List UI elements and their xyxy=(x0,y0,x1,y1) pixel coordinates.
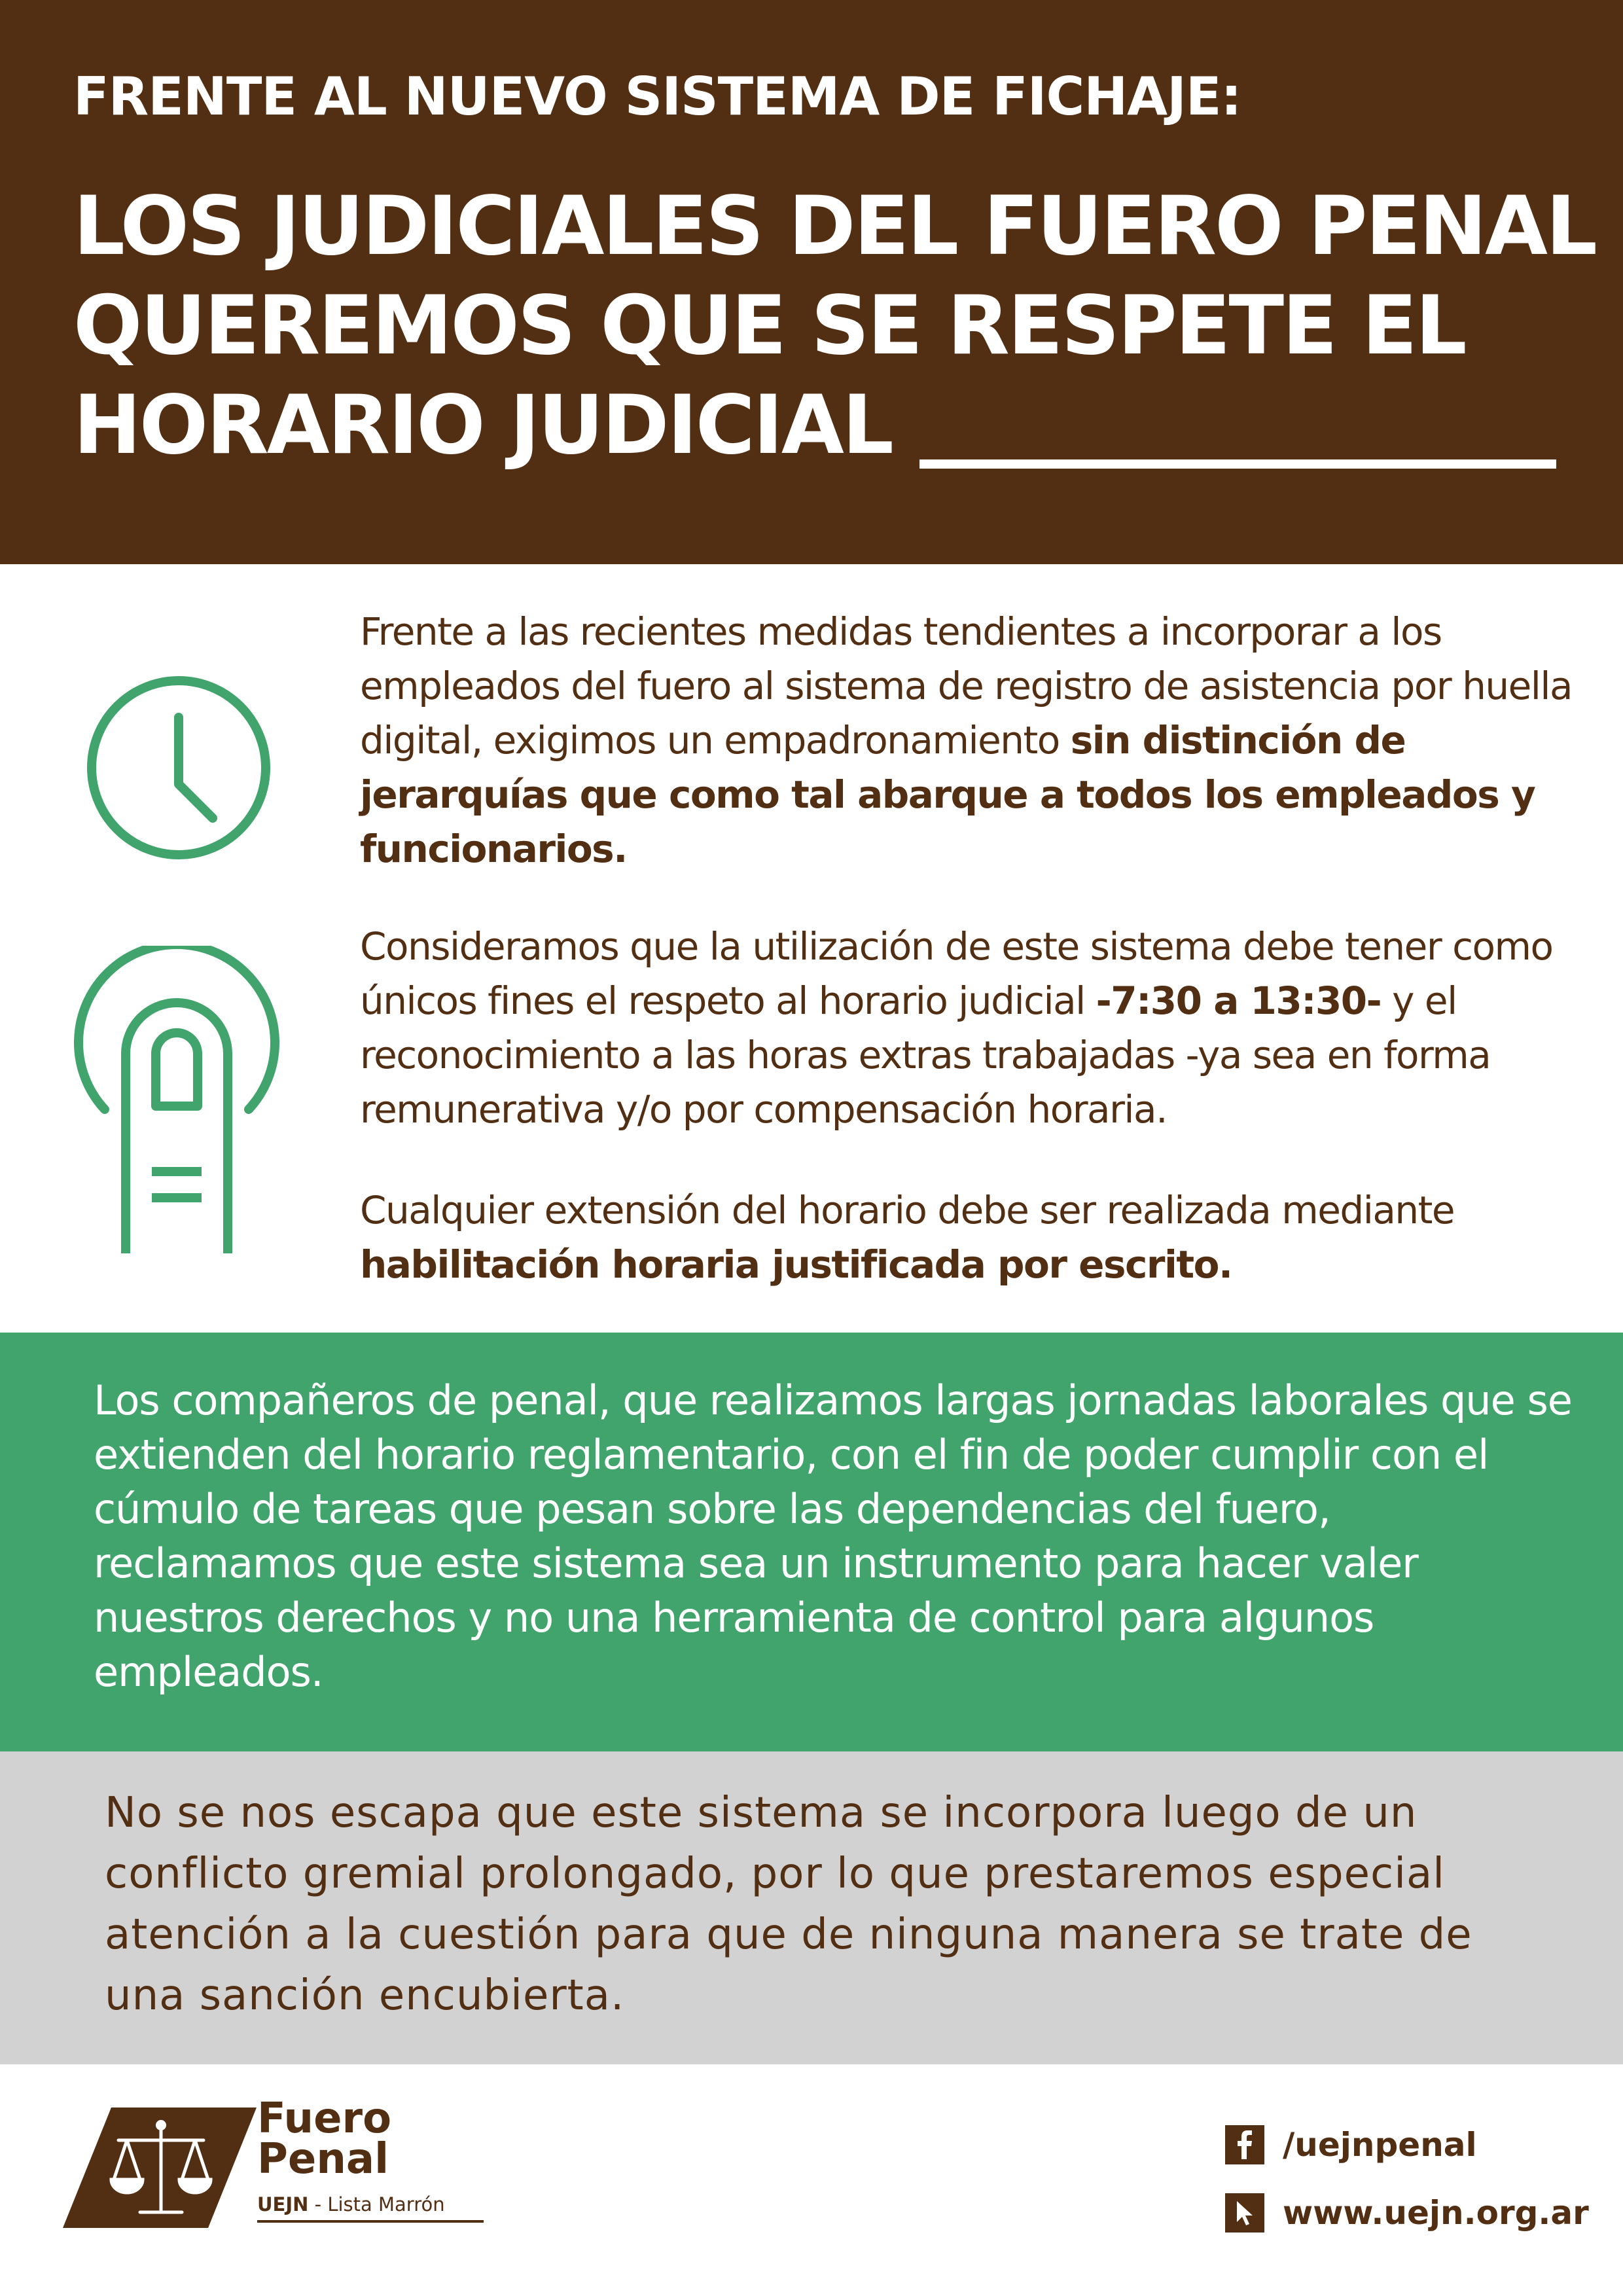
scales-of-justice-logo xyxy=(63,2102,259,2233)
brand-org: UEJN xyxy=(257,2193,309,2215)
headline-line-1: LOS JUDICIALES DEL FUERO PENAL xyxy=(73,179,1596,274)
clock-icon xyxy=(84,673,274,863)
brand-line-penal: Penal xyxy=(257,2135,389,2183)
paragraph-schedule xyxy=(360,920,1577,1137)
brand-separator: - xyxy=(308,2193,328,2215)
paragraph2-text-after: y el reconocimiento a las horas extras trabajadas -ya sea en forma remunerativa y/o por compensación horaria. xyxy=(360,978,1491,1132)
paragraph1-text: Frente a las recientes medidas tendientes a incorporar a los empleados del fuero al sistema de registro de asistencia por huella digital, exigimos un empadronamiento xyxy=(360,609,1573,762)
website-url[interactable]: www.uejn.org.ar xyxy=(1283,2194,1589,2232)
paragraph2-text: Consideramos que la utilización de este sistema debe tener como únicos fines el respeto al horario judicial xyxy=(360,924,1553,1023)
headline-line-3: HORARIO JUDICIAL xyxy=(73,378,892,473)
website-link[interactable] xyxy=(1225,2193,1589,2233)
brand-list: Lista Marrón xyxy=(327,2193,445,2215)
paragraph1-emphasis: sin distinción de jerarquías que como tal abarque a todos los empleados y funcionarios. xyxy=(360,718,1535,871)
paragraph3-emphasis: habilitación horaria justificada por escrito. xyxy=(360,1242,1232,1287)
facebook-icon xyxy=(1225,2125,1264,2164)
brand-line-fuero: Fuero xyxy=(257,2094,392,2143)
facebook-link[interactable] xyxy=(1225,2125,1477,2164)
paragraph2-emphasis: -7:30 a 13:30- xyxy=(1096,978,1382,1023)
main-headline xyxy=(73,177,1596,475)
gray-callout-text: No se nos escapa que este sistema se incorpora luego de un conflicto gremial prolongado, por lo que prestaremos especial atención a la cuestión para que de ninguna manera se trate de una sanción encubierta. xyxy=(105,1789,1472,2020)
paragraph-extension xyxy=(360,1183,1577,1292)
finger-touch-icon xyxy=(72,946,281,1260)
facebook-handle[interactable]: /uejnpenal xyxy=(1283,2126,1477,2164)
brand-title xyxy=(257,2094,392,2183)
kicker-heading: FRENTE AL NUEVO SISTEMA DE FICHAJE: xyxy=(73,66,1241,127)
brand-subtitle xyxy=(257,2191,484,2223)
headline-underline xyxy=(919,459,1556,469)
headline-line-2: QUEREMOS QUE SE RESPETE EL xyxy=(73,279,1465,373)
green-callout-text: Los compañeros de penal, que realizamos largas jornadas laborales que se extienden del horario reglamentario, con el fin de poder cumplir con el cúmulo de tareas que pesan sobre las dependencias del fuero, reclamamos que este sistema sea un instrumento para hacer valer nuestros derechos y no una herramienta de control para algunos empleados. xyxy=(94,1376,1572,1696)
header-banner xyxy=(0,0,1623,564)
cursor-icon xyxy=(1225,2193,1264,2233)
paragraph3-text: Cualquier extensión del horario debe ser realizada mediante xyxy=(360,1188,1455,1232)
paragraph-fingerprint-registration xyxy=(360,605,1577,876)
